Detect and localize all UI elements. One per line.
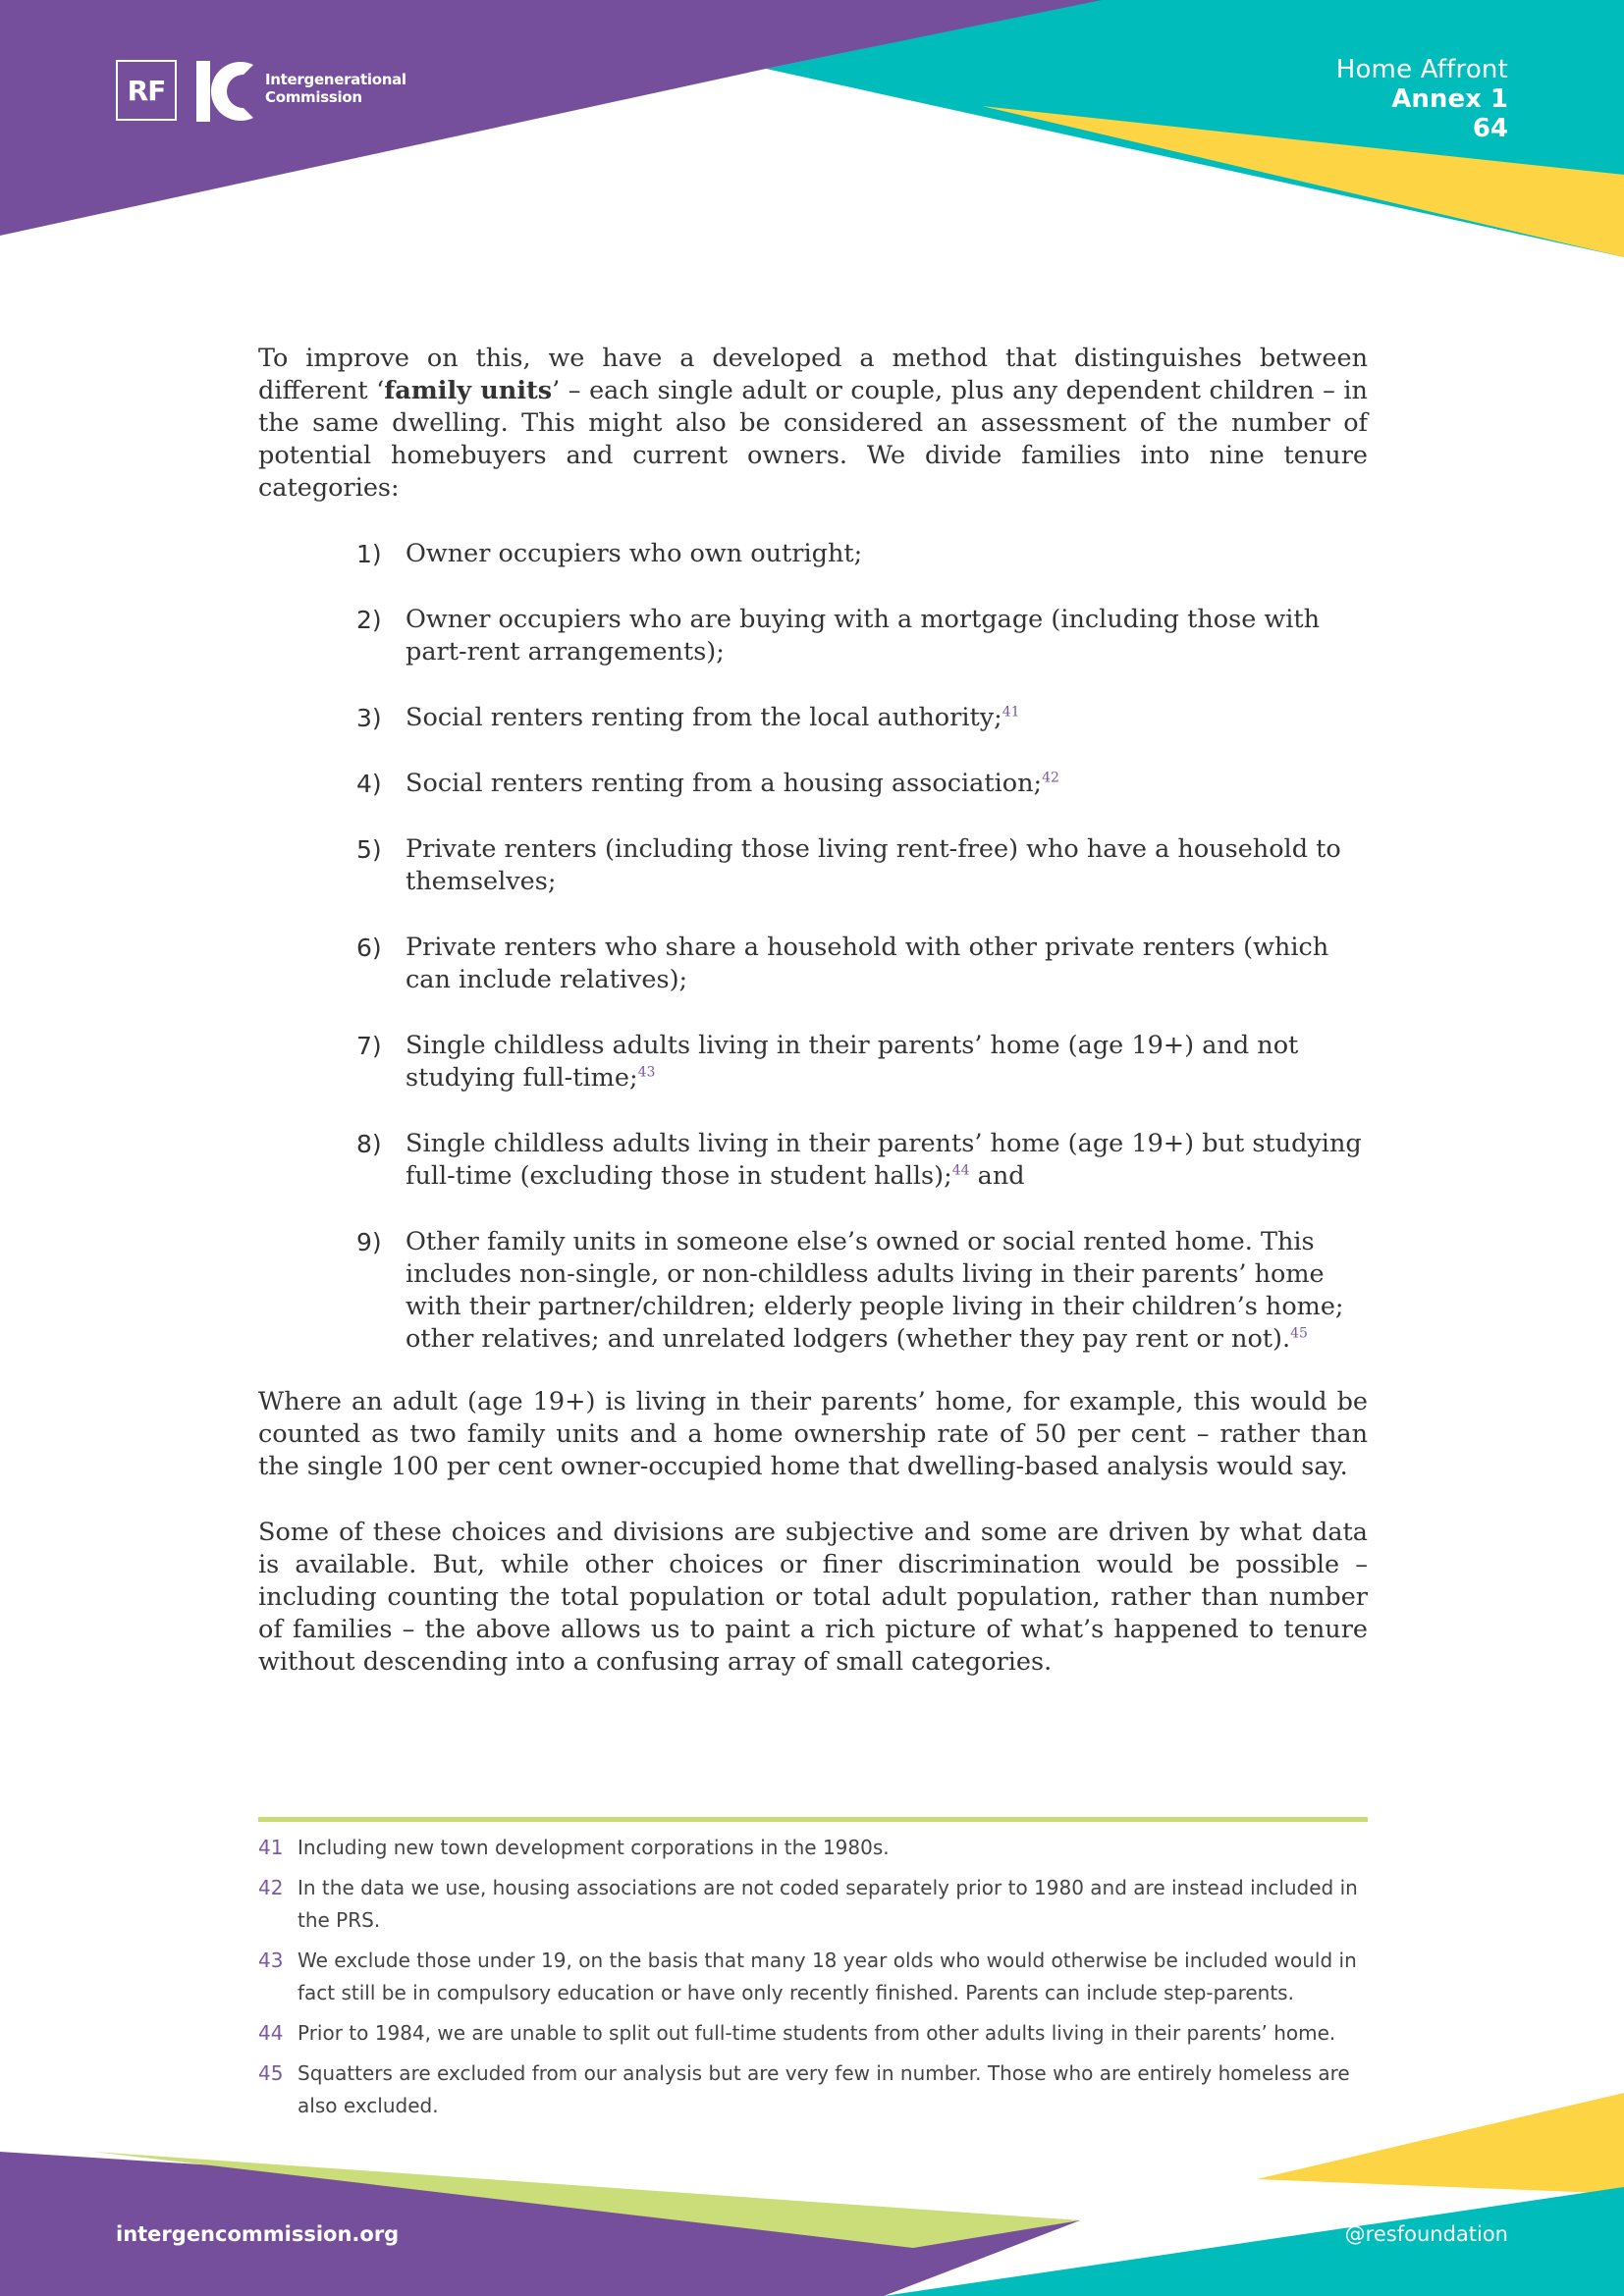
list-item-text: Owner occupiers who are buying with a mortgage (including those with part-rent arrangements); <box>406 605 1321 667</box>
footnote <box>258 2017 1368 2050</box>
footnote-number: 43 <box>258 1949 284 1972</box>
section-label: Annex 1 <box>1391 84 1508 114</box>
list-item <box>258 702 1368 734</box>
footnote <box>258 2057 1368 2122</box>
list-item <box>258 1128 1368 1193</box>
page-number: 64 <box>1472 114 1508 143</box>
rf-logo: RF <box>116 60 177 121</box>
list-item-text: Single childless adults living in their parents’ home (age 19+) and not studying full-time; <box>406 1031 1299 1093</box>
main-text <box>258 343 1368 1679</box>
list-item-number: 9) <box>356 1228 382 1256</box>
footer-social-handle[interactable]: @resfoundation <box>1344 2222 1508 2246</box>
footnote-ref[interactable]: 41 <box>1001 704 1020 721</box>
footnote-ref[interactable]: 43 <box>637 1064 656 1081</box>
footnote-text: Prior to 1984, we are unable to split out full-time students from other adults living in their parents’ home. <box>298 2021 1336 2045</box>
footnote-ref[interactable]: 44 <box>951 1162 970 1179</box>
org-logo-line1: Intergenerational <box>265 71 406 88</box>
footnote-number: 44 <box>258 2021 284 2045</box>
list-item-after-text: and <box>969 1161 1025 1191</box>
org-logo-line2: Commission <box>265 88 362 106</box>
list-item <box>258 604 1368 668</box>
list-item-number: 2) <box>356 606 382 634</box>
report-title: Home Affront <box>1335 55 1508 84</box>
closing-paragraph: Some of these choices and divisions are subjective and some are driven by what data is available. But, while other choices or finer discrimination would be possible – including counting the total population or total adult population, rather than number of families – the above allows us to paint a rich picture of what’s happened to tenure without descending into a confusing array of small categories. <box>258 1518 1368 1677</box>
list-item-text: Owner occupiers who own outright; <box>406 539 863 568</box>
list-item-text: Social renters renting from the local authority; <box>406 703 1002 732</box>
list-item-number: 6) <box>356 934 382 962</box>
footnote <box>258 1832 1368 1864</box>
footnote-text: Squatters are excluded from our analysis but are very few in number. Those who are entirely homeless are also excluded. <box>298 2061 1350 2117</box>
list-item-text: Social renters renting from a housing association; <box>406 769 1043 798</box>
list-item <box>258 768 1368 800</box>
list-item-number: 5) <box>356 835 382 864</box>
list-item-number: 1) <box>356 540 382 568</box>
intro-paragraph <box>258 343 1368 505</box>
list-item <box>258 1030 1368 1095</box>
footnote-number: 45 <box>258 2061 284 2085</box>
list-item-text: Private renters (including those living rent-free) who have a household to themselves; <box>406 834 1341 896</box>
example-paragraph: Where an adult (age 19+) is living in their parents’ home, for example, this would be counted as two family units and a home ownership rate of 50 per cent – rather than the single 100 per cent owner-occupied home that dwelling-based analysis would say. <box>258 1387 1368 1481</box>
list-item <box>258 1226 1368 1356</box>
footnote-text: Including new town development corporations in the 1980s. <box>298 1836 890 1859</box>
footnote <box>258 1945 1368 2009</box>
footnote-ref[interactable]: 45 <box>1290 1325 1308 1342</box>
intro-text-2: ’ – each single adult or couple, plus any dependent children – in the same dwelling. This might also be considered an assessment of the number of potential homebuyers and current owners. We divide families into nine tenure categories: <box>258 376 1368 503</box>
footnote-divider <box>258 1817 1368 1822</box>
list-item-number: 3) <box>356 704 382 732</box>
list-item-text: Private renters who share a household with other private renters (which can include relatives); <box>406 933 1329 994</box>
footnote-text: In the data we use, housing associations are not coded separately prior to 1980 and are instead included in the PRS. <box>298 1876 1358 1932</box>
list-item-text: Other family units in someone else’s owned or social rented home. This includes non-single, or non-childless adults living in their parents’ home with their partner/children; elderly people living in their children’s home; other relatives; and unrelated lodgers (whether they pay rent or not). <box>406 1227 1344 1354</box>
footnote-ref[interactable]: 42 <box>1042 770 1059 786</box>
intergenerational-commission-logo-icon <box>192 57 273 126</box>
list-item-number: 8) <box>356 1130 382 1158</box>
list-item <box>258 833 1368 898</box>
running-header <box>1336 55 1508 143</box>
footnote-number: 41 <box>258 1836 284 1859</box>
list-item <box>258 932 1368 996</box>
footnote <box>258 1872 1368 1937</box>
tenure-category-list <box>258 538 1368 1356</box>
list-item-number: 7) <box>356 1032 382 1060</box>
list-item-number: 4) <box>356 770 382 798</box>
intro-bold-term: family units <box>384 376 553 405</box>
footnote-number: 42 <box>258 1876 284 1899</box>
footnote-text: We exclude those under 19, on the basis that many 18 year olds who would otherwise be included would in fact still be in compulsory education or have only recently finished. Parents can include step-parents. <box>298 1949 1357 2004</box>
list-item-text: Single childless adults living in their parents’ home (age 19+) but studying full-time (excluding those in student halls); <box>406 1129 1362 1191</box>
intro-text-1: To improve on this, we have a developed a method that distinguishes between different ‘ <box>258 344 1368 405</box>
footnotes <box>258 1832 1368 2130</box>
footer-website-link[interactable]: intergencommission.org <box>116 2222 400 2246</box>
org-logo-text <box>265 71 406 106</box>
list-item <box>258 538 1368 570</box>
